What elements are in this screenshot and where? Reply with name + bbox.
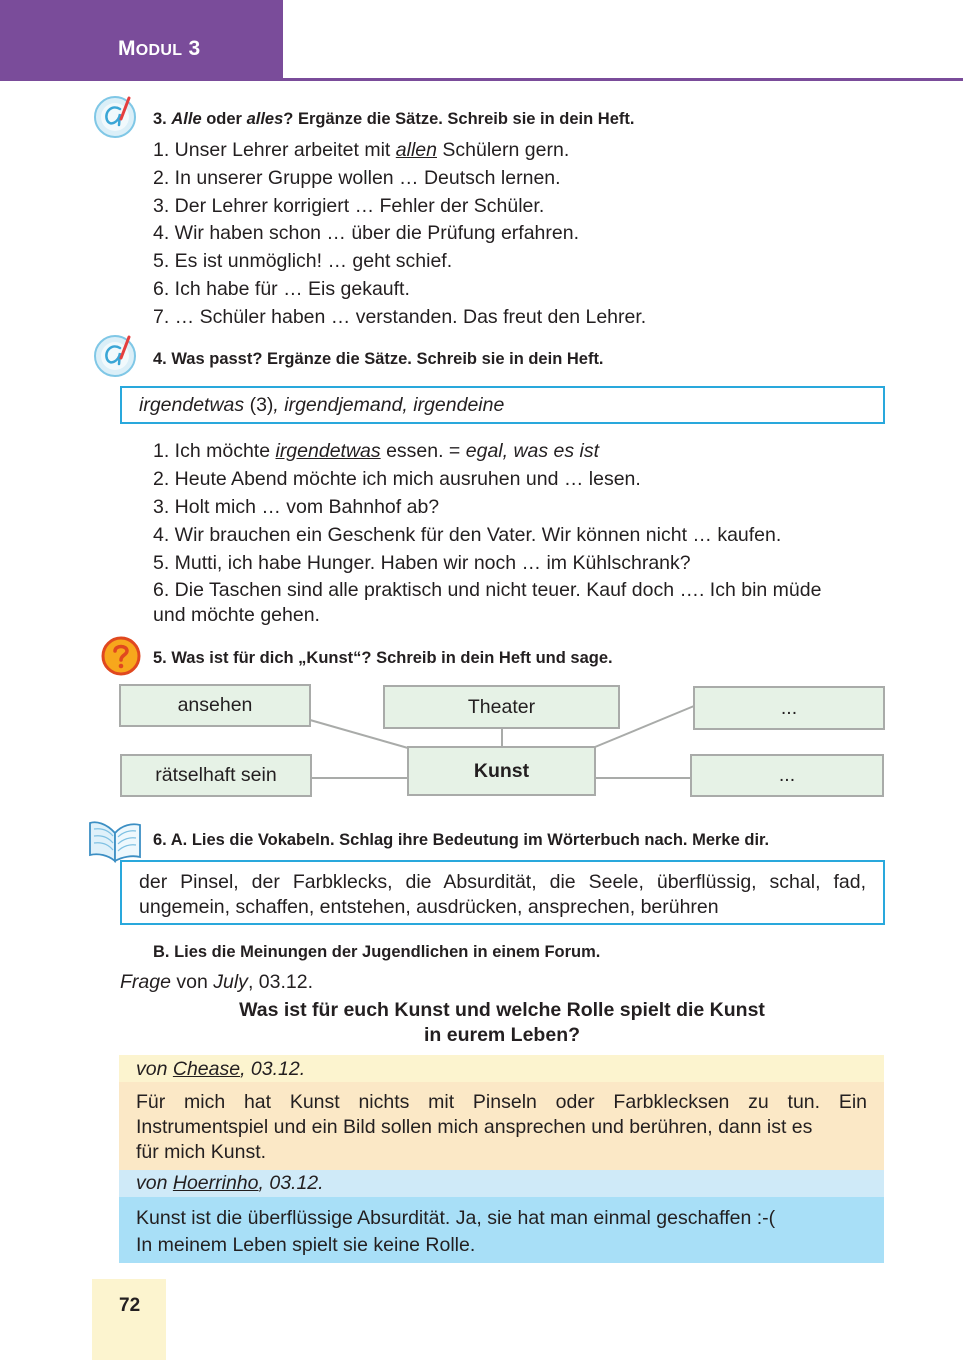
task4-line-2: 2. Heute Abend möchte ich mich ausruhen und … lesen. [153,468,641,490]
mindmap-node-theater: Theater [383,685,620,729]
post2-body: Kunst ist die überflüssige Absurdität. Ja, sie hat man einmal geschaffen :-( In meinem Leben spielt sie keine Rolle. [119,1197,884,1263]
task4-line-4: 4. Wir brauchen ein Geschenk für den Vater. Wir können nicht … kaufen. [153,524,782,546]
forum-question-meta: Frage von July, 03.12. [120,971,313,993]
task3-line-7: 7. … Schüler haben … verstanden. Das freut den Lehrer. [153,306,647,328]
task3-line-4: 4. Wir haben schon … über die Prüfung erfahren. [153,222,579,244]
task4-heading: 4. Was passt? Ergänze die Sätze. Schreib sie in dein Heft. [153,350,604,368]
task4-example: 1. Ich möchte irgendetwas essen. = egal, was es ist [153,440,600,462]
mindmap-node-raetselhaft: rätselhaft sein [120,754,312,797]
task5-heading: 5. Was ist für dich „Kunst“? Schreib in dein Heft und sage. [153,649,613,667]
task3-line-2: 2. In unserer Gruppe wollen … Deutsch lernen. [153,167,561,189]
task3-line-3: 3. Der Lehrer korrigiert … Fehler der Schüler. [153,195,545,217]
task6a-heading: 6. A. Lies die Vokabeln. Schlag ihre Bedeutung im Wörterbuch nach. Merke dir. [153,831,770,849]
mindmap-node-ansehen: ansehen [119,684,311,727]
task4-line-5: 5. Mutti, ich habe Hunger. Haben wir noch … im Kühlschrank? [153,552,691,574]
post1-header: von Chease, 03.12. [119,1055,884,1082]
task3-line-5: 5. Es ist unmöglich! … geht schief. [153,250,453,272]
mindmap-node-blank-top: ... [693,686,885,730]
task3-heading: 3. Alle oder alles? Ergänze die Sätze. Schreib sie in dein Heft. [153,110,635,128]
vocab-box [120,860,885,925]
page-number: 72 [119,1295,141,1316]
word-box: irgendetwas (3), irgendjemand, irgendeine [120,386,885,424]
forum-question-title: Was ist für euch Kunst und welche Rolle spielt die Kunst in eurem Leben? [239,999,765,1046]
task4-line-3: 3. Holt mich … vom Bahnhof ab? [153,496,440,518]
vocab-line-1: der Pinsel, der Farbklecks, die Absurdität, die Seele, überflüssig, schal, fad, [139,871,866,893]
task6b-heading: B. Lies die Meinungen der Jugendlichen in einem Forum. [153,943,601,961]
page-number-tab [92,1279,166,1360]
task3-line-6: 6. Ich habe für … Eis gekauft. [153,278,410,300]
task4-line-6a: 6. Die Taschen sind alle praktisch und nicht teuer. Kauf doch …. Ich bin müde [153,579,822,601]
task3-example: 1. Unser Lehrer arbeitet mit allen Schülern gern. [153,139,570,161]
vocab-line-2: ungemein, schaffen, entstehen, ausdrücken, ansprechen, berühren [139,896,719,918]
post2-header: von Hoerrinho, 03.12. [119,1170,884,1197]
post1-body: Für mich hat Kunst nichts mit Pinseln oder Farbklecksen zu tun. Ein Instrumentspiel und ein Bild sollen mich ansprechen und berühren, dann ist es für mich Kunst. [119,1082,884,1170]
task4-line-6b: und möchte gehen. [153,604,320,626]
open-book-icon [86,815,144,865]
mindmap-center-kunst: Kunst [407,746,596,796]
mindmap-node-blank-bottom: ... [690,754,884,797]
module-title: MODUL 3 [118,37,201,60]
